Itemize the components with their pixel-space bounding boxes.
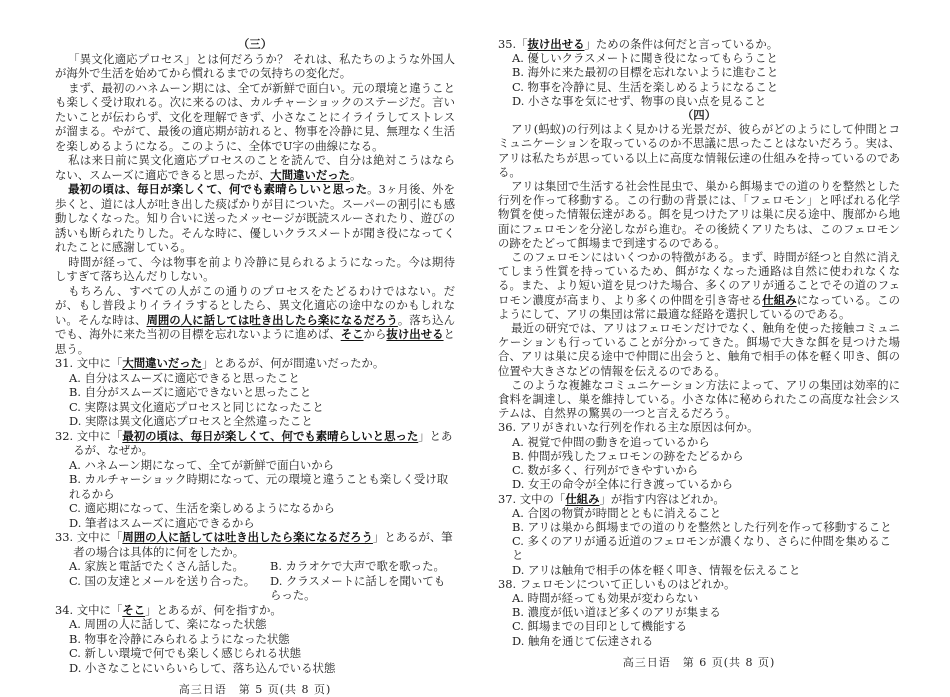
- question: [498, 577, 900, 648]
- answer-option: A. 合図の物質が時間とともに消えること: [512, 505, 722, 520]
- answer-option: D. 実際は異文化適応プロセスと全然違ったこと: [69, 414, 313, 428]
- question-stem: [498, 420, 900, 434]
- question: [55, 530, 455, 603]
- text-segment: と思う。: [55, 327, 455, 356]
- question-stem: [55, 530, 455, 559]
- page-footer-6: 高三日语 第 6 页(共 8 页): [622, 655, 776, 669]
- passage-paragraph: [55, 81, 455, 154]
- text-segment: から: [363, 327, 387, 341]
- text-segment: 時間が経って、今は物事を前より冷静に見られるようになった。今は期待しすぎて落ち込んだりしない。: [55, 254, 455, 283]
- answer-option: D. 女王の命令が全体に行き渡っているから: [512, 477, 734, 492]
- section-title: （四）: [681, 108, 717, 123]
- text-segment: このような複雑なコミュニケーション方法によって、アリの集団は効率的に食料を調達し、巣を維持している。小さな体に秘められたこの高度な社会システムは、自然界の驚異の一つと言えるだろう。: [498, 377, 900, 421]
- text-segment: 。3ヶ月後、外を歩くと、道には人が吐き出した痰ばかりが目についた。スーパーの割引にも感動しなくなった。知り合いに送ったメッセージが既読スルーされたり、遊びの誘いも断られたりした。そんな時に、優しいクラスメートが聞き役になってくれたことに感謝している。: [55, 182, 455, 254]
- text-segment: 35.「: [498, 37, 528, 51]
- bold-phrase: 最初の頃は、毎日が楽しくて、何でも素晴らしいと思った: [68, 182, 368, 196]
- answer-option: D. アリは触角で相手の体を軽く叩き、情報を伝えること: [512, 562, 801, 577]
- text-segment: まず、最初のハネムーン期には、全てが新鮮で面白い。元の環境と違うことも楽しく受け取れる。次に来るのは、カルチャーショックのステージだ。言いたいことが伝わらず、文化を理解できず、小さなことにイライラしてストレスが溜まる。やがて、最後の適応期が訪れると、物事を冷静に見、無理なく生活を楽しめるようになる。このように、全体でU字の曲線になる。: [55, 80, 455, 153]
- passage-paragraph: [498, 250, 900, 321]
- answer-option: C. 餌場までの目印として機能する: [512, 619, 688, 634]
- text-segment: もちろん、すべての人がこの通りのプロセスをたどるわけではない。だが、もし普段よりイライラするとしたら、異文化適応の途中なのかもしれない。そんな時は、: [55, 283, 455, 327]
- text-segment: 」ための条件は何だと言っているか。: [584, 37, 779, 51]
- answer-option: C. 数が多く、行列ができやすいから: [512, 463, 699, 478]
- text-segment: 」とあるが、なぜか。: [73, 428, 453, 457]
- answer-option: C. 多くのアリが通る近道のフェロモンが濃くなり、さらに仲間を集めること: [512, 534, 892, 563]
- answer-option: D. 触角を通じて伝達される: [512, 633, 654, 648]
- passage-paragraph: [55, 182, 455, 255]
- answer-option: C. 国の友達とメールを送り合った。: [69, 573, 256, 588]
- answer-option: A. 優しいクラスメートに聞き役になってもらうこと: [512, 51, 778, 66]
- text-segment: 32. 文中に「: [55, 428, 123, 443]
- passage-paragraph: [498, 321, 900, 378]
- question: [498, 37, 900, 108]
- underlined-phrase: 周囲の人に話しては吐き出したら楽になるだろう: [122, 530, 373, 544]
- underlined-phrase: そこ: [122, 602, 146, 617]
- underlined-phrase: 大間違いだった: [122, 356, 203, 370]
- question: [498, 420, 900, 491]
- answer-option: C. 物事を冷静に見、生活を楽しめるようになること: [512, 79, 779, 94]
- text-segment: になっている。このようにして、アリの集団は常に最適な経路を選択しているのである。: [498, 292, 900, 321]
- answer-option: B. 海外に来た最初の目標を忘れないように進むこと: [512, 65, 779, 80]
- page-6-column: [498, 37, 900, 670]
- answer-option: C. 新しい環境で何でも楽しく感じられる状態: [69, 646, 301, 660]
- question-stem: [498, 577, 900, 591]
- underlined-phrase: 抜け出せる: [527, 37, 585, 51]
- question: [55, 356, 455, 429]
- underlined-phrase: 大間違いだった: [270, 167, 351, 182]
- question: [55, 429, 455, 531]
- options-grid: [55, 559, 455, 603]
- answer-option: C. 適応期になって、生活を楽しめるようになるから: [69, 501, 335, 515]
- question-stem: [498, 492, 900, 506]
- text-segment: 」が指す内容はどれか。: [599, 491, 725, 506]
- text-segment: 37. 文中の「: [498, 491, 566, 506]
- text-segment: 。落ち込んでも、海外に来た当初の目標を忘れないように進めば、: [55, 312, 455, 341]
- page-5-column: [55, 37, 455, 697]
- passage-paragraph: [55, 52, 455, 81]
- underlined-phrase: 周囲の人に話しては吐き出したら楽になるだろう: [146, 312, 398, 327]
- underlined-phrase: 最初の頃は、毎日が楽しくて、何でも素晴らしいと思った: [122, 428, 419, 443]
- section-title: （三）: [237, 37, 273, 51]
- text-segment: 36. アリがきれいな行列を作れる主な原因は何か。: [498, 420, 759, 435]
- question-stem: [498, 37, 900, 51]
- question-stem: [55, 429, 455, 458]
- text-segment: このフェロモンにはいくつかの特徴がある。まず、時間が経つと自然に消えてしまう性質を持っているため、餌がなくなった通路は自然に使われなくなる。また、より短い道を見つけた場合、多くのアリが通ることでその道のフェロモン濃度が高まり、より多くの仲間を引き寄せる: [498, 250, 900, 307]
- text-segment: アリは集団で生活する社会性昆虫で、巣から餌場までの道のりを整然とした行列を作って移動する。この行動の背景には、「フェロモン」と呼ばれる化学物質を使った情報伝達がある。餌を見つけたアリは巣に戻る途中、腹部から地面にフェロモンを分泌しながら進む。その後続くアリたちは、このフェロモンの跡をたどって餌場まで到達するのである。: [498, 179, 900, 250]
- answer-option: B. 自分がスムーズに適応できないと思ったこと: [69, 385, 312, 399]
- answer-option: C. 実際は異文化適応プロセスと同じになったこと: [69, 399, 324, 414]
- text-segment: 31. 文中に「: [55, 356, 123, 370]
- question: [55, 603, 455, 676]
- text-segment: 最近の研究では、アリはフェロモンだけでなく、触角を使った接触コミュニケーションも行っていることが分かってきた。餌場で大きな餌を見つけた場合、アリは巣に戻る途中で仲間に出会うと、触角で相手の体を軽く叩き、餌の位置や大きさなどの情報を伝えるのである。: [498, 321, 900, 378]
- answer-option: A. 周囲の人に話して、楽になった状態: [69, 617, 267, 631]
- question-stem: [55, 356, 455, 371]
- text-segment: 」とあるが、何を指すか。: [145, 602, 282, 617]
- answer-option: A. 家族と電話でたくさん話した。: [69, 559, 244, 573]
- answer-option: D. 筆者はスムーズに適応できるから: [69, 515, 255, 530]
- underlined-phrase: 仕組み: [565, 491, 600, 506]
- underlined-phrase: 抜け出せる: [386, 327, 444, 341]
- answer-option: B. 物事を冷静にみられるようになった状態: [69, 631, 290, 646]
- answer-option: B. カルチャーショック時期になって、元の環境と違うことも楽しく受け取れるから: [69, 472, 449, 501]
- passage-paragraph: [55, 284, 455, 357]
- page-footer-5: 高三日语 第 5 页(共 8 页): [178, 683, 332, 696]
- answer-option: B. アリは巣から餌場までの道のりを整然とした行列を作って移動すること: [512, 519, 892, 534]
- question: [498, 492, 900, 577]
- answer-option: B. 仲間が残したフェロモンの跡をたどるから: [512, 448, 744, 463]
- question-stem: [55, 603, 455, 618]
- passage-paragraph: [55, 255, 455, 284]
- passage-paragraph: [55, 153, 455, 182]
- answer-option: D. 小さなことにいらいらして、落ち込んでいる状態: [69, 660, 336, 675]
- answer-option: B. カラオケで大声で歌を歌った。: [270, 559, 445, 573]
- passage-paragraph: [498, 378, 900, 421]
- answer-option: A. 時間が経っても効果が変わらない: [512, 590, 699, 605]
- answer-option: A. 自分はスムーズに適応できると思ったこと: [69, 370, 300, 385]
- text-segment: 「異文化適応プロセス」とは何だろうか？ それは、私たちのような外国人が海外で生活を始めてから慣れるまでの気持ちの変化だ。: [55, 51, 455, 80]
- text-segment: 33. 文中に「: [55, 530, 123, 544]
- underlined-phrase: 仕組み: [762, 292, 797, 307]
- text-segment: アリ(蚂蚁)の行列はよく見かける光景だが、彼らがどのようにして仲間とコミュニケーションを取っているのか不思議に思ったことはないだろう。実は、アリは私たちが思っている以上に高度な情報伝達の仕組みを持っているのである。: [498, 122, 900, 179]
- text-segment: 」とあるが、何が間違いだったか。: [202, 356, 385, 370]
- answer-option: B. 濃度が低い道ほど多くのアリが集まる: [512, 605, 721, 620]
- text-segment: 」とあるが、筆者の場合は具体的に何をしたか。: [73, 530, 453, 559]
- underlined-phrase: そこ: [340, 327, 364, 341]
- text-segment: 38. フェロモンについて正しいものはどれか。: [498, 576, 736, 591]
- answer-option: A. ハネムーン期になって、全てが新鮮で面白いから: [69, 457, 335, 472]
- passage-paragraph: [498, 179, 900, 250]
- answer-option: D. クラスメートに話しを聞いてもらった。: [270, 573, 446, 602]
- text-segment: 34. 文中に「: [55, 602, 123, 617]
- text-segment: 。: [350, 167, 362, 182]
- answer-option: A. 視覚で仲間の動きを追っているから: [512, 434, 710, 449]
- text-segment: 私は来日前に異文化適応プロセスのことを読んで、自分は絶対こうはならない、スムーズに適応できると思ったが、: [55, 153, 455, 182]
- answer-option: D. 小さな事を気にせず、物事の良い点を見ること: [512, 93, 767, 108]
- passage-paragraph: [498, 122, 900, 179]
